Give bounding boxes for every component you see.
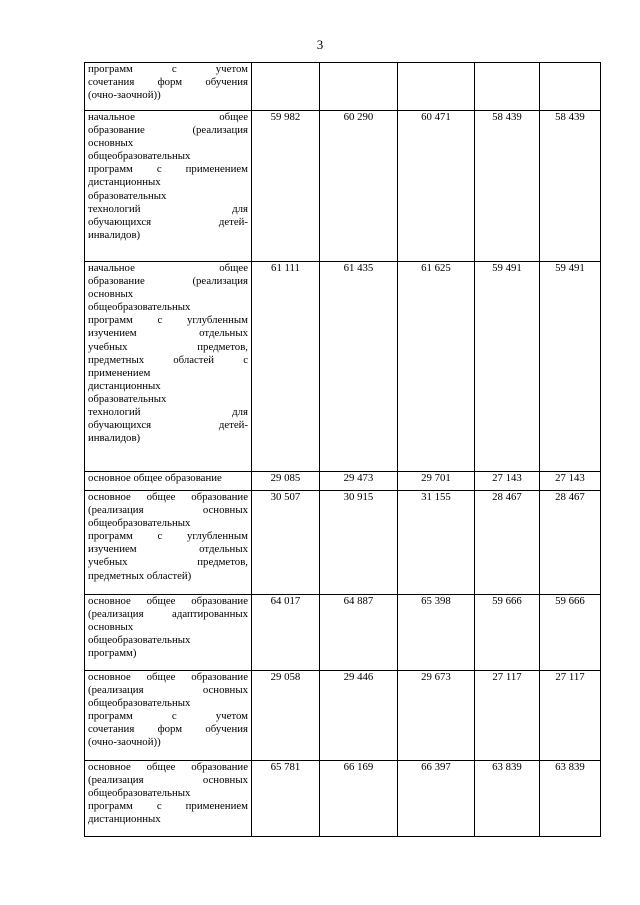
value-cell-year-3: 31 155 bbox=[398, 491, 475, 595]
value-cell-year-1 bbox=[252, 63, 320, 111]
value-cell-year-2: 30 915 bbox=[320, 491, 398, 595]
value-cell-year-5: 63 839 bbox=[540, 761, 601, 837]
value-cell-year-5: 58 439 bbox=[540, 111, 601, 262]
value-cell-year-1: 29 058 bbox=[252, 671, 320, 761]
value-cell-year-2: 64 887 bbox=[320, 595, 398, 671]
value-cell-year-1: 59 982 bbox=[252, 111, 320, 262]
row-description bbox=[85, 595, 252, 671]
description-line: (очно-заочной)) bbox=[88, 736, 161, 749]
table-row bbox=[85, 472, 601, 491]
value-cell-year-3: 61 625 bbox=[398, 262, 475, 472]
value-cell-year-2: 61 435 bbox=[320, 262, 398, 472]
value-cell-year-1: 65 781 bbox=[252, 761, 320, 837]
value-cell-year-3: 29 701 bbox=[398, 472, 475, 491]
description-line: программ с учетом bbox=[88, 63, 248, 75]
description-line: программ с учетом bbox=[88, 710, 248, 723]
description-line: сочетания форм обучения bbox=[88, 723, 248, 736]
row-description bbox=[85, 491, 252, 595]
description-line: (реализация основных bbox=[88, 774, 248, 787]
value-cell-year-3: 65 398 bbox=[398, 595, 475, 671]
value-cell-year-4: 27 143 bbox=[475, 472, 540, 491]
table-row bbox=[85, 671, 601, 761]
value-cell-year-4: 27 117 bbox=[475, 671, 540, 761]
table-row bbox=[85, 491, 601, 595]
value-cell-year-2: 60 290 bbox=[320, 111, 398, 262]
description-line: начальное общее bbox=[88, 111, 248, 123]
row-description bbox=[85, 671, 252, 761]
description-line: общеобразовательных bbox=[88, 517, 191, 530]
value-cell-year-1: 61 111 bbox=[252, 262, 320, 472]
value-cell-year-4: 28 467 bbox=[475, 491, 540, 595]
value-cell-year-2: 29 446 bbox=[320, 671, 398, 761]
description-line: образование (реализация bbox=[88, 275, 248, 288]
value-cell-year-3: 66 397 bbox=[398, 761, 475, 837]
description-line: дистанционных bbox=[88, 176, 161, 189]
description-line: основное общее образование bbox=[88, 671, 248, 683]
description-line: дистанционных bbox=[88, 379, 161, 392]
description-line: предметных областей) bbox=[88, 569, 192, 582]
description-line: сочетания форм обучения bbox=[88, 76, 248, 89]
description-line: инвалидов) bbox=[88, 432, 141, 445]
description-line: применением bbox=[88, 366, 151, 379]
description-line: изучением отдельных bbox=[88, 327, 248, 340]
value-cell-year-5: 59 491 bbox=[540, 262, 601, 472]
value-cell-year-5 bbox=[540, 63, 601, 111]
description-line: (реализация адаптированных bbox=[88, 608, 248, 621]
description-line: программ с углубленным bbox=[88, 314, 248, 327]
row-description bbox=[85, 111, 252, 262]
description-line: образовательных bbox=[88, 189, 167, 202]
table-row bbox=[85, 63, 601, 111]
description-line: основное общее образование bbox=[88, 595, 248, 607]
value-cell-year-4: 59 491 bbox=[475, 262, 540, 472]
description-line: дистанционных bbox=[88, 813, 161, 826]
row-description bbox=[85, 761, 252, 837]
table-row bbox=[85, 262, 601, 472]
description-line: основное общее образование bbox=[88, 761, 248, 773]
value-cell-year-2: 66 169 bbox=[320, 761, 398, 837]
table-row bbox=[85, 761, 601, 837]
description-line: обучающихся детей- bbox=[88, 215, 248, 228]
description-line: программ) bbox=[88, 647, 137, 660]
table-body bbox=[85, 63, 601, 837]
description-line: (реализация основных bbox=[88, 684, 248, 697]
value-cell-year-2 bbox=[320, 63, 398, 111]
description-line: основных bbox=[88, 621, 134, 634]
value-cell-year-4 bbox=[475, 63, 540, 111]
value-cell-year-1: 64 017 bbox=[252, 595, 320, 671]
table-row bbox=[85, 111, 601, 262]
description-line: образование (реализация bbox=[88, 124, 248, 137]
row-description bbox=[85, 472, 252, 491]
description-line: учебных предметов, bbox=[88, 340, 248, 353]
row-description bbox=[85, 63, 252, 111]
description-line: общеобразовательных bbox=[88, 634, 191, 647]
value-cell-year-1: 30 507 bbox=[252, 491, 320, 595]
funding-table bbox=[84, 62, 601, 837]
description-line: основное общее образование bbox=[88, 472, 222, 484]
description-line: (очно-заочной)) bbox=[88, 89, 161, 102]
description-line: изучением отдельных bbox=[88, 543, 248, 556]
value-cell-year-5: 28 467 bbox=[540, 491, 601, 595]
description-line: технологий для bbox=[88, 202, 248, 215]
table-row bbox=[85, 595, 601, 671]
description-line: предметных областей с bbox=[88, 353, 248, 366]
description-line: общеобразовательных bbox=[88, 697, 191, 710]
value-cell-year-4: 63 839 bbox=[475, 761, 540, 837]
description-line: основных bbox=[88, 288, 134, 301]
value-cell-year-1: 29 085 bbox=[252, 472, 320, 491]
description-line: общеобразовательных bbox=[88, 150, 191, 163]
description-line: основных bbox=[88, 137, 134, 150]
value-cell-year-3: 60 471 bbox=[398, 111, 475, 262]
value-cell-year-5: 27 117 bbox=[540, 671, 601, 761]
description-line: начальное общее bbox=[88, 262, 248, 274]
value-cell-year-5: 27 143 bbox=[540, 472, 601, 491]
description-line: программ с углубленным bbox=[88, 530, 248, 543]
description-line: образовательных bbox=[88, 392, 167, 405]
value-cell-year-4: 58 439 bbox=[475, 111, 540, 262]
description-line: технологий для bbox=[88, 406, 248, 419]
page-number: 3 bbox=[316, 37, 324, 52]
description-line: (реализация основных bbox=[88, 504, 248, 517]
description-line: общеобразовательных bbox=[88, 787, 191, 800]
description-line: учебных предметов, bbox=[88, 556, 248, 569]
description-line: инвалидов) bbox=[88, 228, 141, 241]
row-description bbox=[85, 262, 252, 472]
value-cell-year-3 bbox=[398, 63, 475, 111]
description-line: обучающихся детей- bbox=[88, 419, 248, 432]
description-line: программ с применением bbox=[88, 163, 248, 176]
description-line: основное общее образование bbox=[88, 491, 248, 503]
value-cell-year-2: 29 473 bbox=[320, 472, 398, 491]
value-cell-year-3: 29 673 bbox=[398, 671, 475, 761]
value-cell-year-4: 59 666 bbox=[475, 595, 540, 671]
value-cell-year-5: 59 666 bbox=[540, 595, 601, 671]
description-line: программ с применением bbox=[88, 800, 248, 813]
description-line: общеобразовательных bbox=[88, 301, 191, 314]
